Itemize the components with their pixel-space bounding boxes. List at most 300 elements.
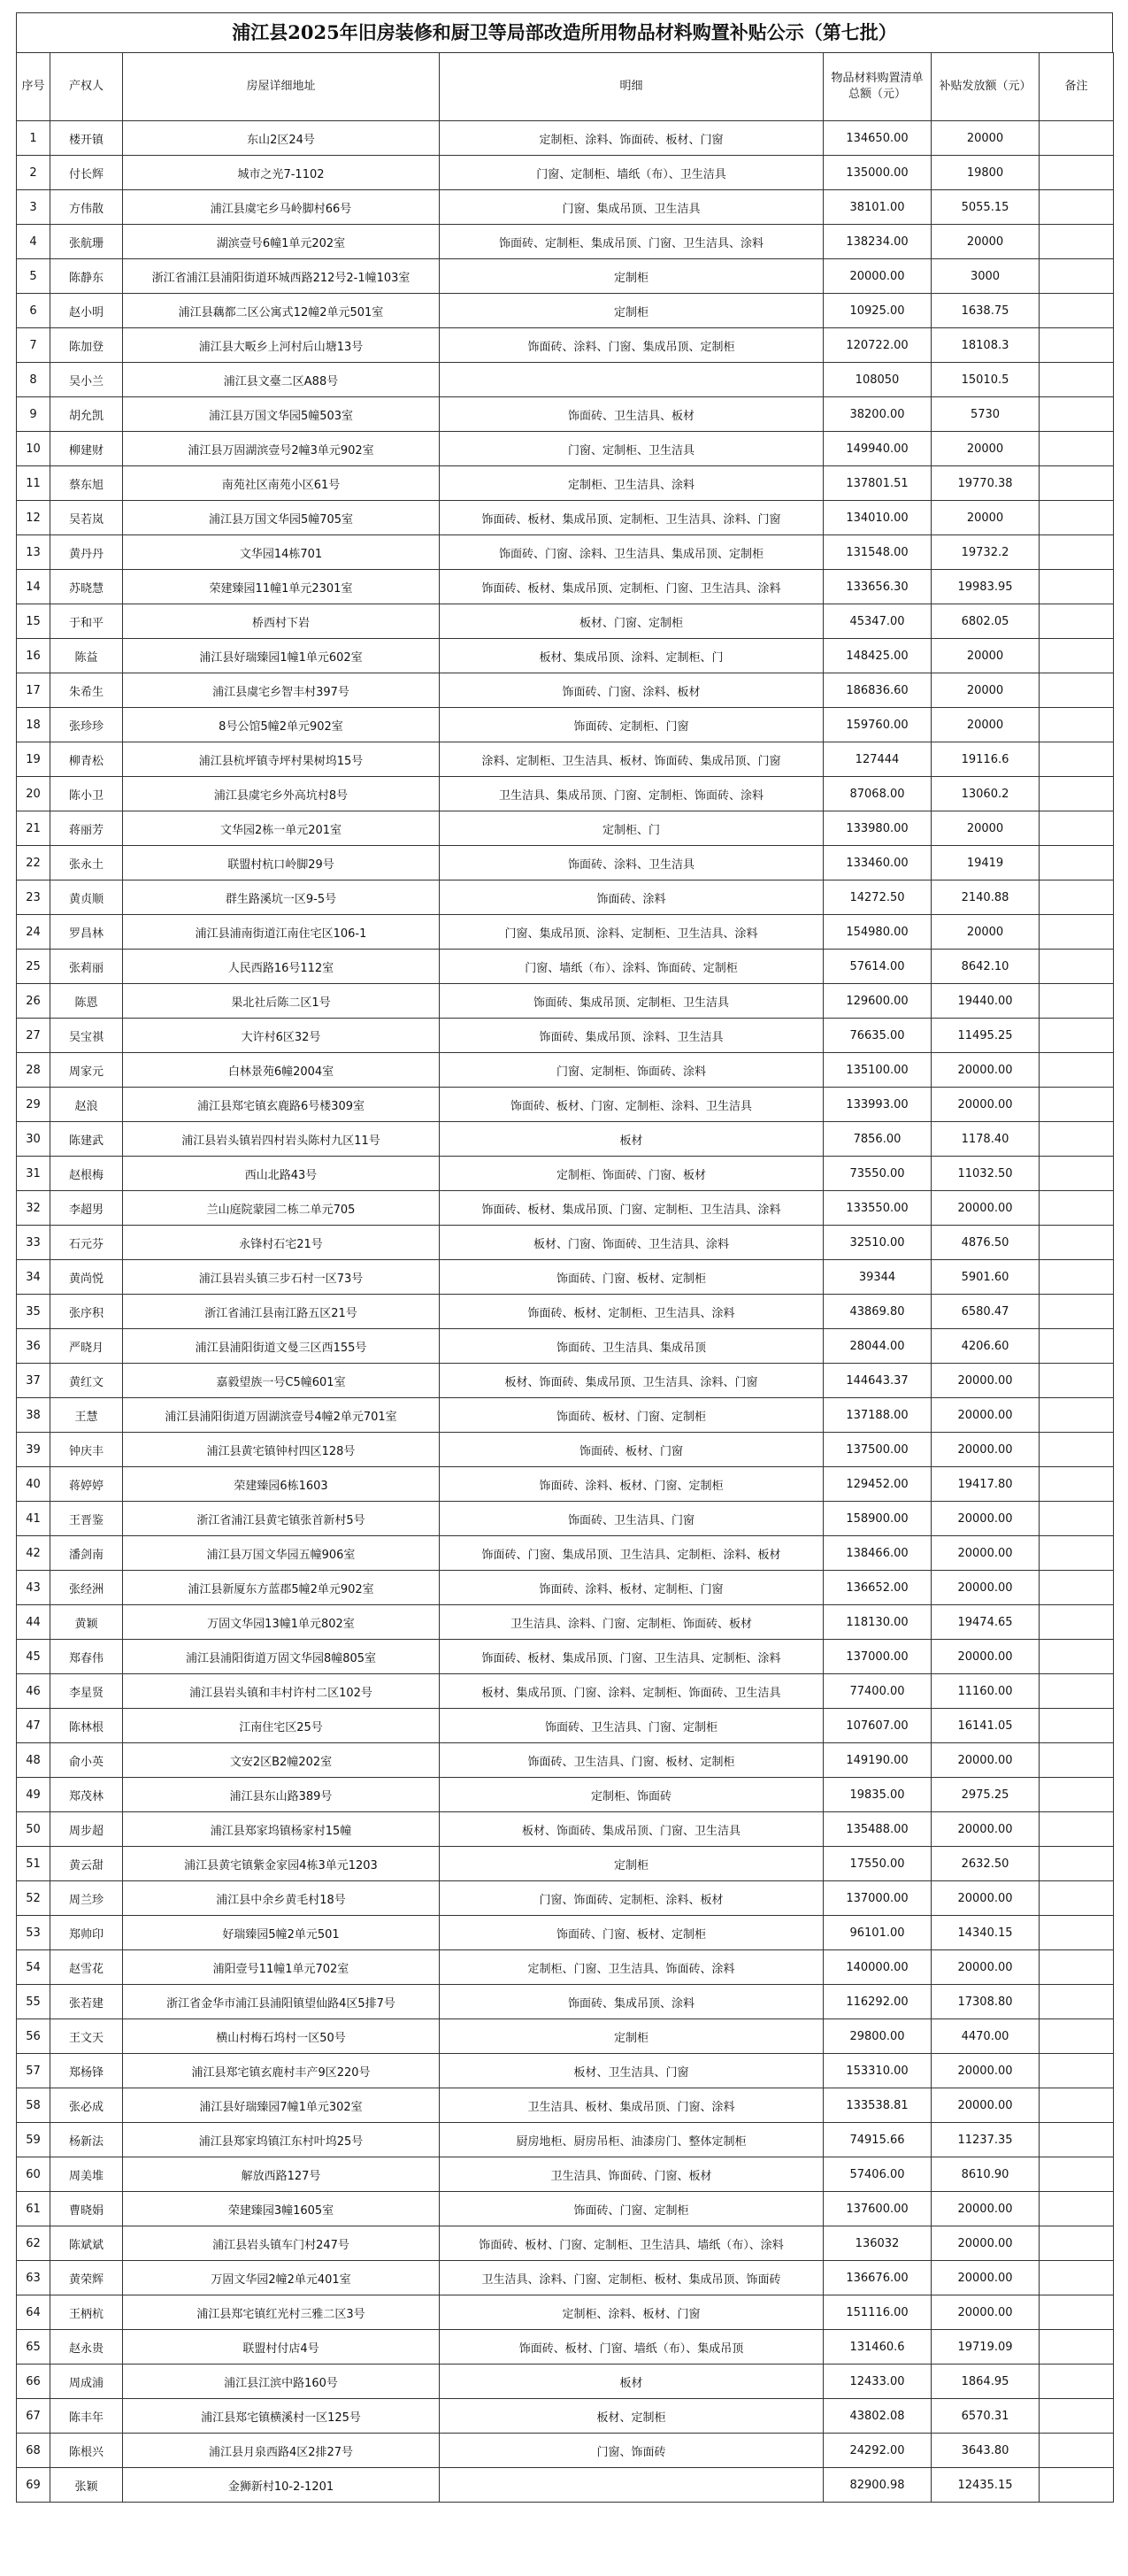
row-number-cell: 33 xyxy=(17,1226,50,1260)
amount-cell: 76635.00 xyxy=(824,1019,932,1053)
table-row xyxy=(17,156,1114,190)
remark-cell xyxy=(1040,2123,1114,2157)
detail-cell: 定制柜、涂料、饰面砖、板材、门窗 xyxy=(440,121,824,156)
subsidy-cell: 6802.05 xyxy=(932,604,1040,639)
row-number-cell: 52 xyxy=(17,1881,50,1916)
row-number-cell: 6 xyxy=(17,294,50,328)
amount-cell: 151116.00 xyxy=(824,2295,932,2330)
address-cell: 浦江县浦南街道江南住宅区106-1 xyxy=(123,915,440,950)
address-cell: 浦江县虞宅乡外高坑村8号 xyxy=(123,777,440,811)
row-number-cell: 31 xyxy=(17,1157,50,1191)
detail-cell: 板材、卫生洁具、门窗 xyxy=(440,2054,824,2088)
remark-cell xyxy=(1040,984,1114,1019)
subsidy-cell: 18108.3 xyxy=(932,328,1040,363)
row-number-cell: 62 xyxy=(17,2226,50,2261)
table-row xyxy=(17,2192,1114,2226)
detail-cell: 门窗、饰面砖、定制柜、涂料、板材 xyxy=(440,1881,824,1916)
address-cell: 联盟村付店4号 xyxy=(123,2330,440,2365)
detail-cell: 饰面砖、门窗、定制柜 xyxy=(440,2192,824,2226)
amount-cell: 116292.00 xyxy=(824,1985,932,2019)
detail-cell: 饰面砖、门窗、板材、定制柜 xyxy=(440,1916,824,1950)
row-number-cell: 67 xyxy=(17,2399,50,2434)
subsidy-cell: 20000.00 xyxy=(932,2295,1040,2330)
remark-cell xyxy=(1040,604,1114,639)
address-cell: 浦江县虞宅乡智丰村397号 xyxy=(123,673,440,708)
remark-cell xyxy=(1040,1536,1114,1571)
remark-cell xyxy=(1040,2365,1114,2399)
subsidy-cell: 2140.88 xyxy=(932,880,1040,915)
amount-cell: 133993.00 xyxy=(824,1088,932,1122)
amount-cell: 82900.98 xyxy=(824,2468,932,2503)
remark-cell xyxy=(1040,1260,1114,1295)
detail-cell: 门窗、定制柜、墙纸（布）、卫生洁具 xyxy=(440,156,824,190)
amount-cell: 148425.00 xyxy=(824,639,932,673)
owner-cell: 陈恩 xyxy=(50,984,123,1019)
owner-cell: 陈益 xyxy=(50,639,123,673)
subsidy-table xyxy=(16,52,1114,2503)
amount-cell: 10925.00 xyxy=(824,294,932,328)
remark-cell xyxy=(1040,259,1114,294)
subsidy-cell: 3000 xyxy=(932,259,1040,294)
table-row xyxy=(17,2261,1114,2295)
subsidy-cell: 20000.00 xyxy=(932,1053,1040,1088)
owner-cell: 杨新法 xyxy=(50,2123,123,2157)
detail-cell: 定制柜、门窗、卫生洁具、饰面砖、涂料 xyxy=(440,1950,824,1985)
owner-cell: 于和平 xyxy=(50,604,123,639)
owner-cell: 陈丰年 xyxy=(50,2399,123,2434)
remark-cell xyxy=(1040,363,1114,397)
table-row xyxy=(17,639,1114,673)
subsidy-cell: 20000.00 xyxy=(932,1398,1040,1433)
owner-cell: 胡允凯 xyxy=(50,397,123,432)
table-row xyxy=(17,1053,1114,1088)
owner-cell: 吴宝祺 xyxy=(50,1019,123,1053)
owner-cell: 罗昌林 xyxy=(50,915,123,950)
remark-cell xyxy=(1040,1398,1114,1433)
amount-cell: 96101.00 xyxy=(824,1916,932,1950)
address-cell: 湖滨壹号6幢1单元202室 xyxy=(123,225,440,259)
owner-cell: 钟庆丰 xyxy=(50,1433,123,1467)
row-number-cell: 5 xyxy=(17,259,50,294)
subsidy-cell: 20000 xyxy=(932,639,1040,673)
address-cell: 浦江县江滨中路160号 xyxy=(123,2365,440,2399)
row-number-cell: 63 xyxy=(17,2261,50,2295)
row-number-cell: 8 xyxy=(17,363,50,397)
detail-cell: 卫生洁具、涂料、门窗、定制柜、饰面砖、板材 xyxy=(440,1605,824,1640)
row-number-cell: 34 xyxy=(17,1260,50,1295)
subsidy-cell: 11237.35 xyxy=(932,2123,1040,2157)
remark-cell xyxy=(1040,1847,1114,1881)
amount-cell: 57614.00 xyxy=(824,950,932,984)
row-number-cell: 29 xyxy=(17,1088,50,1122)
table-row xyxy=(17,1605,1114,1640)
owner-cell: 陈小卫 xyxy=(50,777,123,811)
remark-cell xyxy=(1040,2192,1114,2226)
row-number-cell: 54 xyxy=(17,1950,50,1985)
amount-cell: 7856.00 xyxy=(824,1122,932,1157)
owner-cell: 张莉丽 xyxy=(50,950,123,984)
subsidy-cell: 5730 xyxy=(932,397,1040,432)
remark-cell xyxy=(1040,1812,1114,1847)
owner-cell: 张必成 xyxy=(50,2088,123,2123)
amount-cell: 12433.00 xyxy=(824,2365,932,2399)
remark-cell xyxy=(1040,1364,1114,1398)
remark-cell xyxy=(1040,1571,1114,1605)
table-row xyxy=(17,673,1114,708)
amount-cell: 186836.60 xyxy=(824,673,932,708)
subsidy-cell: 20000.00 xyxy=(932,2226,1040,2261)
address-cell: 东山2区24号 xyxy=(123,121,440,156)
remark-cell xyxy=(1040,673,1114,708)
owner-cell: 蒋婷婷 xyxy=(50,1467,123,1502)
amount-cell: 154980.00 xyxy=(824,915,932,950)
remark-cell xyxy=(1040,225,1114,259)
address-cell: 浦江县万国文华园五幢906室 xyxy=(123,1536,440,1571)
detail-cell: 饰面砖、板材、集成吊顶、门窗、卫生洁具、定制柜、涂料 xyxy=(440,1640,824,1674)
amount-cell: 131460.6 xyxy=(824,2330,932,2365)
remark-cell xyxy=(1040,811,1114,846)
row-number-cell: 57 xyxy=(17,2054,50,2088)
remark-cell xyxy=(1040,2261,1114,2295)
amount-cell: 29800.00 xyxy=(824,2019,932,2054)
owner-cell: 张序积 xyxy=(50,1295,123,1329)
owner-cell: 赵雪花 xyxy=(50,1950,123,1985)
address-cell: 横山村梅石坞村一区50号 xyxy=(123,2019,440,2054)
amount-cell: 14272.50 xyxy=(824,880,932,915)
table-row xyxy=(17,1295,1114,1329)
owner-cell: 周美堆 xyxy=(50,2157,123,2192)
subsidy-cell: 19770.38 xyxy=(932,466,1040,501)
row-number-cell: 58 xyxy=(17,2088,50,2123)
row-number-cell: 42 xyxy=(17,1536,50,1571)
owner-cell: 楼开镇 xyxy=(50,121,123,156)
amount-cell: 137188.00 xyxy=(824,1398,932,1433)
subsidy-cell: 20000.00 xyxy=(932,1640,1040,1674)
subsidy-cell: 15010.5 xyxy=(932,363,1040,397)
row-number-cell: 56 xyxy=(17,2019,50,2054)
amount-cell: 133460.00 xyxy=(824,846,932,880)
remark-cell xyxy=(1040,1881,1114,1916)
owner-cell: 潘剑南 xyxy=(50,1536,123,1571)
amount-cell: 133538.81 xyxy=(824,2088,932,2123)
detail-cell: 饰面砖、板材、集成吊顶、定制柜、门窗、卫生洁具、涂料 xyxy=(440,570,824,604)
detail-cell: 饰面砖、卫生洁具、门窗、板材、定制柜 xyxy=(440,1743,824,1778)
amount-cell: 133656.30 xyxy=(824,570,932,604)
owner-cell: 周家元 xyxy=(50,1053,123,1088)
detail-cell: 定制柜、门 xyxy=(440,811,824,846)
address-cell: 8号公馆5幢2单元902室 xyxy=(123,708,440,742)
subsidy-cell: 1864.95 xyxy=(932,2365,1040,2399)
address-cell: 浦江县好瑞臻园7幢1单元302室 xyxy=(123,2088,440,2123)
table-row xyxy=(17,915,1114,950)
table-row xyxy=(17,190,1114,225)
row-number-cell: 43 xyxy=(17,1571,50,1605)
row-number-cell: 24 xyxy=(17,915,50,950)
table-row xyxy=(17,950,1114,984)
row-number-cell: 36 xyxy=(17,1329,50,1364)
owner-cell: 王柄杭 xyxy=(50,2295,123,2330)
amount-cell: 149190.00 xyxy=(824,1743,932,1778)
remark-cell xyxy=(1040,1157,1114,1191)
owner-cell: 张珍珍 xyxy=(50,708,123,742)
table-row xyxy=(17,1709,1114,1743)
address-cell: 联盟村杭口岭脚29号 xyxy=(123,846,440,880)
amount-cell: 87068.00 xyxy=(824,777,932,811)
owner-cell: 朱希生 xyxy=(50,673,123,708)
table-row xyxy=(17,1088,1114,1122)
remark-cell xyxy=(1040,708,1114,742)
row-number-cell: 21 xyxy=(17,811,50,846)
table-row xyxy=(17,2054,1114,2088)
address-cell: 好瑞臻园5幢2单元501 xyxy=(123,1916,440,1950)
address-cell: 嘉毅望族一号C5幢601室 xyxy=(123,1364,440,1398)
detail-cell: 饰面砖、集成吊顶、涂料、卫生洁具 xyxy=(440,1019,824,1053)
remark-cell xyxy=(1040,950,1114,984)
amount-cell: 138234.00 xyxy=(824,225,932,259)
address-cell: 大许村6区32号 xyxy=(123,1019,440,1053)
subsidy-cell: 2632.50 xyxy=(932,1847,1040,1881)
amount-cell: 153310.00 xyxy=(824,2054,932,2088)
owner-cell: 郑帅印 xyxy=(50,1916,123,1950)
row-number-cell: 46 xyxy=(17,1674,50,1709)
amount-cell: 131548.00 xyxy=(824,535,932,570)
remark-cell xyxy=(1040,2330,1114,2365)
remark-cell xyxy=(1040,846,1114,880)
remark-cell xyxy=(1040,2468,1114,2503)
detail-cell: 饰面砖、门窗、集成吊顶、卫生洁具、定制柜、涂料、板材 xyxy=(440,1536,824,1571)
remark-cell xyxy=(1040,1502,1114,1536)
owner-cell: 蒋丽芳 xyxy=(50,811,123,846)
table-row xyxy=(17,2434,1114,2468)
subsidy-cell: 20000.00 xyxy=(932,1571,1040,1605)
amount-cell: 136676.00 xyxy=(824,2261,932,2295)
subsidy-cell: 20000.00 xyxy=(932,2192,1040,2226)
row-number-cell: 69 xyxy=(17,2468,50,2503)
row-number-cell: 2 xyxy=(17,156,50,190)
table-row xyxy=(17,1916,1114,1950)
detail-cell: 门窗、饰面砖 xyxy=(440,2434,824,2468)
amount-cell: 134650.00 xyxy=(824,121,932,156)
amount-cell: 24292.00 xyxy=(824,2434,932,2468)
row-number-cell: 30 xyxy=(17,1122,50,1157)
detail-cell: 板材、饰面砖、集成吊顶、门窗、卫生洁具 xyxy=(440,1812,824,1847)
address-cell: 兰山庭院蒙园二栋二单元705 xyxy=(123,1191,440,1226)
remark-cell xyxy=(1040,742,1114,777)
row-number-cell: 17 xyxy=(17,673,50,708)
subsidy-cell: 14340.15 xyxy=(932,1916,1040,1950)
remark-cell xyxy=(1040,1329,1114,1364)
subsidy-cell: 20000.00 xyxy=(932,1364,1040,1398)
amount-cell: 73550.00 xyxy=(824,1157,932,1191)
amount-cell: 28044.00 xyxy=(824,1329,932,1364)
detail-cell: 饰面砖、卫生洁具、集成吊顶 xyxy=(440,1329,824,1364)
row-number-cell: 44 xyxy=(17,1605,50,1640)
row-number-cell: 45 xyxy=(17,1640,50,1674)
detail-cell xyxy=(440,2468,824,2503)
owner-cell: 张航珊 xyxy=(50,225,123,259)
subsidy-cell: 11495.25 xyxy=(932,1019,1040,1053)
detail-cell: 饰面砖、涂料、卫生洁具 xyxy=(440,846,824,880)
row-number-cell: 28 xyxy=(17,1053,50,1088)
detail-cell: 饰面砖、板材、定制柜、卫生洁具、涂料 xyxy=(440,1295,824,1329)
amount-cell: 137801.51 xyxy=(824,466,932,501)
table-row xyxy=(17,570,1114,604)
remark-cell xyxy=(1040,294,1114,328)
amount-cell: 134010.00 xyxy=(824,501,932,535)
owner-cell: 曹晓娟 xyxy=(50,2192,123,2226)
row-number-cell: 20 xyxy=(17,777,50,811)
address-cell: 群生路溪坑一区9-5号 xyxy=(123,880,440,915)
owner-cell: 陈斌斌 xyxy=(50,2226,123,2261)
subsidy-cell: 19983.95 xyxy=(932,570,1040,604)
remark-cell xyxy=(1040,2157,1114,2192)
address-cell: 人民西路16号112室 xyxy=(123,950,440,984)
detail-cell: 饰面砖、板材、门窗、定制柜 xyxy=(440,1398,824,1433)
subsidy-cell: 3643.80 xyxy=(932,2434,1040,2468)
row-number-cell: 55 xyxy=(17,1985,50,2019)
detail-cell: 板材、定制柜 xyxy=(440,2399,824,2434)
table-row xyxy=(17,1536,1114,1571)
remark-cell xyxy=(1040,1605,1114,1640)
detail-cell: 饰面砖、门窗、涂料、卫生洁具、集成吊顶、定制柜 xyxy=(440,535,824,570)
remark-cell xyxy=(1040,535,1114,570)
address-cell: 浙江省金华市浦江县浦阳镇望仙路4区5排7号 xyxy=(123,1985,440,2019)
row-number-cell: 1 xyxy=(17,121,50,156)
owner-cell: 黄尚悦 xyxy=(50,1260,123,1295)
row-number-cell: 3 xyxy=(17,190,50,225)
owner-cell: 俞小英 xyxy=(50,1743,123,1778)
subsidy-cell: 20000.00 xyxy=(932,1950,1040,1985)
address-cell: 浦江县月泉西路4区2排27号 xyxy=(123,2434,440,2468)
owner-cell: 张若建 xyxy=(50,1985,123,2019)
owner-cell: 郑杨锋 xyxy=(50,2054,123,2088)
detail-cell: 饰面砖、板材、门窗、墙纸（布）、集成吊顶 xyxy=(440,2330,824,2365)
amount-cell: 144643.37 xyxy=(824,1364,932,1398)
address-cell: 浦江县岩头镇岩四村岩头陈村九区11号 xyxy=(123,1122,440,1157)
table-row xyxy=(17,1847,1114,1881)
table-header-row xyxy=(17,53,1114,121)
table-row xyxy=(17,1502,1114,1536)
detail-cell: 板材、饰面砖、集成吊顶、卫生洁具、涂料、门窗 xyxy=(440,1364,824,1398)
detail-cell: 门窗、定制柜、卫生洁具 xyxy=(440,432,824,466)
table-row xyxy=(17,328,1114,363)
amount-cell: 57406.00 xyxy=(824,2157,932,2192)
subsidy-cell: 19719.09 xyxy=(932,2330,1040,2365)
table-row xyxy=(17,2088,1114,2123)
remark-cell xyxy=(1040,1088,1114,1122)
owner-cell: 吴小兰 xyxy=(50,363,123,397)
detail-cell: 门窗、集成吊顶、卫生洁具 xyxy=(440,190,824,225)
amount-cell: 137600.00 xyxy=(824,2192,932,2226)
row-number-cell: 47 xyxy=(17,1709,50,1743)
owner-cell: 黄颖 xyxy=(50,1605,123,1640)
owner-cell: 吴若岚 xyxy=(50,501,123,535)
address-cell: 浦江县郑宅镇玄鹿村丰产9区220号 xyxy=(123,2054,440,2088)
remark-cell xyxy=(1040,1122,1114,1157)
address-cell: 桥西村下岩 xyxy=(123,604,440,639)
table-row xyxy=(17,397,1114,432)
owner-cell: 赵浪 xyxy=(50,1088,123,1122)
row-number-cell: 25 xyxy=(17,950,50,984)
table-row xyxy=(17,1743,1114,1778)
owner-cell: 李超男 xyxy=(50,1191,123,1226)
row-number-cell: 39 xyxy=(17,1433,50,1467)
owner-cell: 黄红文 xyxy=(50,1364,123,1398)
row-number-cell: 10 xyxy=(17,432,50,466)
address-cell: 浙江省浦江县南江路五区21号 xyxy=(123,1295,440,1329)
subsidy-cell: 19417.80 xyxy=(932,1467,1040,1502)
owner-cell: 陈静东 xyxy=(50,259,123,294)
row-number-cell: 12 xyxy=(17,501,50,535)
row-number-cell: 13 xyxy=(17,535,50,570)
remark-cell xyxy=(1040,639,1114,673)
table-row xyxy=(17,1640,1114,1674)
subsidy-cell: 19440.00 xyxy=(932,984,1040,1019)
amount-cell: 38200.00 xyxy=(824,397,932,432)
table-row xyxy=(17,2399,1114,2434)
table-row xyxy=(17,2123,1114,2157)
detail-cell: 卫生洁具、板材、集成吊顶、门窗、涂料 xyxy=(440,2088,824,2123)
remark-cell xyxy=(1040,2054,1114,2088)
table-row xyxy=(17,811,1114,846)
subsidy-cell: 20000.00 xyxy=(932,2054,1040,2088)
address-cell: 西山北路43号 xyxy=(123,1157,440,1191)
subsidy-cell: 11032.50 xyxy=(932,1157,1040,1191)
row-number-cell: 32 xyxy=(17,1191,50,1226)
address-cell: 浦江县虞宅乡马岭脚村66号 xyxy=(123,190,440,225)
remark-cell xyxy=(1040,2088,1114,2123)
table-row xyxy=(17,363,1114,397)
table-row xyxy=(17,1433,1114,1467)
subsidy-cell: 20000 xyxy=(932,673,1040,708)
address-cell: 浦江县黄宅镇紫金家园4栋3单元1203 xyxy=(123,1847,440,1881)
amount-cell: 138466.00 xyxy=(824,1536,932,1571)
table-row xyxy=(17,501,1114,535)
owner-cell: 陈建武 xyxy=(50,1122,123,1157)
subsidy-cell: 1638.75 xyxy=(932,294,1040,328)
owner-cell: 郑春伟 xyxy=(50,1640,123,1674)
detail-cell: 饰面砖、板材、门窗、定制柜、涂料、卫生洁具 xyxy=(440,1088,824,1122)
owner-cell: 王晋鉴 xyxy=(50,1502,123,1536)
subsidy-cell: 20000.00 xyxy=(932,1088,1040,1122)
amount-cell: 129452.00 xyxy=(824,1467,932,1502)
detail-cell: 饰面砖、卫生洁具、门窗、定制柜 xyxy=(440,1709,824,1743)
table-row xyxy=(17,2365,1114,2399)
subsidy-cell: 8610.90 xyxy=(932,2157,1040,2192)
detail-cell: 饰面砖、集成吊顶、定制柜、卫生洁具 xyxy=(440,984,824,1019)
remark-cell xyxy=(1040,1019,1114,1053)
row-number-cell: 35 xyxy=(17,1295,50,1329)
table-row xyxy=(17,535,1114,570)
address-cell: 浦江县黄宅镇钟村四区128号 xyxy=(123,1433,440,1467)
remark-cell xyxy=(1040,1295,1114,1329)
table-row xyxy=(17,1812,1114,1847)
subsidy-cell: 20000.00 xyxy=(932,2261,1040,2295)
table-row xyxy=(17,777,1114,811)
address-cell: 文华园14栋701 xyxy=(123,535,440,570)
amount-cell: 32510.00 xyxy=(824,1226,932,1260)
address-cell: 永锋村石宅21号 xyxy=(123,1226,440,1260)
detail-cell: 厨房地柜、厨房吊柜、油漆房门、整体定制柜 xyxy=(440,2123,824,2157)
remark-cell xyxy=(1040,1950,1114,1985)
detail-cell: 卫生洁具、饰面砖、门窗、板材 xyxy=(440,2157,824,2192)
table-row xyxy=(17,1881,1114,1916)
amount-cell: 43802.08 xyxy=(824,2399,932,2434)
detail-cell: 板材、门窗、饰面砖、卫生洁具、涂料 xyxy=(440,1226,824,1260)
detail-cell: 饰面砖、定制柜、门窗 xyxy=(440,708,824,742)
subsidy-cell: 20000.00 xyxy=(932,2088,1040,2123)
subsidy-cell: 20000 xyxy=(932,501,1040,535)
